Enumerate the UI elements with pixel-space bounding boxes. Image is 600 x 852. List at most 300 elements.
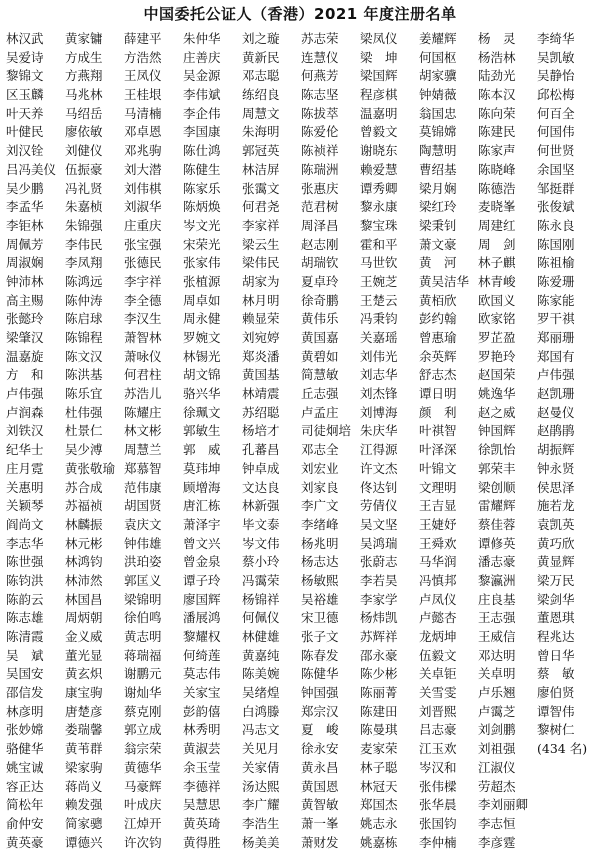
- notary-name: 何绮莲: [183, 647, 221, 663]
- notary-name: 蒋尚义: [65, 778, 103, 794]
- notary-name: 郭荣丰: [478, 460, 516, 476]
- notary-name: 简松年: [6, 797, 44, 813]
- notary-name: [537, 796, 596, 815]
- notary-name: 苏福祯: [65, 498, 103, 514]
- notary-name: 邓卓恩: [124, 124, 162, 140]
- notary-name: 谭德兴: [65, 834, 103, 850]
- name-row: [6, 422, 596, 441]
- notary-name: 莫锦嫦: [419, 124, 457, 140]
- notary-name: 关卓明: [478, 666, 516, 682]
- notary-name: 冯秉钧: [360, 311, 398, 327]
- notary-name: 曾日华: [537, 647, 575, 663]
- notary-name: 黄英琦: [183, 815, 221, 831]
- notary-name: 陈启球: [65, 311, 103, 327]
- notary-name: 钟伟雄: [124, 535, 162, 551]
- notary-name: 梁家驹: [65, 759, 103, 775]
- notary-name: 陈春发: [301, 647, 339, 663]
- notary-name: 何国伟: [537, 124, 575, 140]
- notary-name: 徐凯怡: [478, 442, 516, 458]
- notary-name: 吴少溥: [65, 442, 103, 458]
- notary-name: 谢灿华: [124, 685, 162, 701]
- notary-name: 林新强: [242, 498, 280, 514]
- notary-name: 许文杰: [360, 460, 398, 476]
- notary-name: 江焯开: [124, 815, 162, 831]
- notary-name: 雷耀辉: [478, 498, 516, 514]
- notary-name: 钟国强: [301, 685, 339, 701]
- notary-name: 黄永昌: [301, 759, 339, 775]
- notary-name: 毕文泰: [242, 516, 280, 532]
- notary-name-list: [6, 30, 596, 852]
- notary-name: 陈仕鸿: [183, 143, 221, 159]
- notary-name: 张华晨: [419, 797, 457, 813]
- notary-name: 李汉生: [124, 311, 162, 327]
- notary-name: 黎耀权: [183, 629, 221, 644]
- notary-name: 关惠明: [6, 479, 44, 495]
- notary-name: 吴国安: [6, 666, 44, 682]
- notary-name: 佟达钊: [360, 479, 398, 495]
- notary-name: 杜伟强: [65, 404, 103, 420]
- notary-name: 杨敏熙: [301, 572, 339, 588]
- notary-name: 吴少鹏: [6, 180, 44, 196]
- notary-name: 徐珮文: [183, 404, 221, 420]
- notary-name: 周永健: [183, 311, 221, 327]
- notary-name: 黄新民: [242, 49, 280, 65]
- notary-name: 马清楠: [124, 105, 162, 121]
- notary-name: 廖依敏: [65, 124, 103, 140]
- notary-name: 梁锦明: [124, 591, 162, 607]
- notary-name: 苏绍聪: [242, 404, 280, 420]
- notary-name: 刘之璇: [242, 31, 280, 46]
- notary-name: 胡文锦: [183, 367, 221, 383]
- notary-name: 罗婉文: [183, 330, 221, 345]
- notary-name: 朱仲华: [183, 31, 221, 46]
- notary-name: 陈家声: [478, 143, 516, 159]
- name-row: [6, 161, 596, 180]
- notary-name: 黄家镛: [65, 31, 103, 46]
- notary-name: 关嘉瑶: [360, 330, 398, 345]
- notary-name: 吕冯美仪: [6, 161, 57, 177]
- notary-name: 林子麒: [478, 255, 516, 271]
- notary-name: 梁云生: [242, 236, 280, 252]
- notary-name: 李孟华: [6, 199, 44, 215]
- notary-name: 苏志荣: [301, 31, 339, 46]
- notary-name: 唐楚彦: [65, 703, 103, 719]
- notary-name: 蔡佳蓉: [478, 516, 516, 532]
- notary-name: 陈乐宜: [65, 386, 103, 402]
- notary-name: 陈炳焕: [183, 199, 221, 215]
- notary-name: 翁宗荣: [124, 741, 162, 757]
- notary-name: 李国康: [183, 124, 221, 140]
- notary-name: 高主赐: [6, 292, 44, 308]
- notary-name: 伍毅文: [419, 647, 457, 663]
- notary-name: 夏卓玲: [301, 273, 339, 289]
- notary-name: 梁秉钊: [419, 217, 457, 233]
- notary-name: 纪华士: [6, 442, 44, 458]
- notary-name: 陈锦程: [65, 330, 103, 345]
- name-row: [6, 572, 596, 591]
- notary-name: 梁伟民: [242, 255, 280, 271]
- notary-name: 潘展鸿: [183, 610, 221, 626]
- notary-name: 刘晋熙: [419, 703, 457, 719]
- notary-name: 赵志刚: [301, 236, 339, 252]
- notary-name: 赖爱慧: [360, 161, 398, 177]
- notary-name: 陈家乐: [183, 180, 221, 196]
- notary-name: 姚逸华: [478, 386, 516, 402]
- notary-name: 吴文坚: [360, 516, 398, 532]
- notary-name: 欧国义: [478, 292, 516, 308]
- notary-name: 许次钧: [124, 834, 162, 850]
- name-row: [6, 404, 596, 423]
- notary-name: 丘志强: [301, 386, 339, 402]
- name-row: [6, 217, 596, 236]
- notary-name: 王楚云: [360, 292, 398, 308]
- notary-name: 袁庆文: [124, 516, 162, 532]
- notary-name: 杨培才: [242, 423, 280, 439]
- notary-name: 邱松梅: [537, 87, 575, 103]
- notary-name: 王威信: [478, 629, 516, 644]
- notary-name: 林靖震: [242, 386, 280, 402]
- notary-name: 林锡光: [183, 348, 221, 364]
- page-title: 中国委托公证人（香港）2021 年度注册名单: [143, 5, 457, 23]
- notary-name: 黄伟乐: [301, 311, 339, 327]
- notary-name: 梁创顺: [478, 479, 516, 495]
- notary-name: 陈志坚: [301, 87, 339, 103]
- notary-name: 黄巧欣: [537, 535, 575, 551]
- notary-name: 陈家能: [537, 292, 575, 308]
- notary-name: 曹绍基: [419, 161, 457, 177]
- notary-name: 刘铁汉: [6, 423, 44, 439]
- notary-name: 黄淑芸: [183, 741, 221, 757]
- name-row: [6, 273, 596, 292]
- notary-name: 卢懿杏: [419, 610, 457, 626]
- notary-name: 白鸿滕: [242, 703, 280, 719]
- notary-name: 黄德华: [124, 759, 162, 775]
- notary-name: 林国昌: [65, 591, 103, 607]
- notary-name: 方燕翔: [65, 68, 103, 84]
- notary-name: 林月明: [242, 292, 280, 308]
- notary-name: 何百全: [537, 105, 575, 121]
- notary-name: 陈德浩: [478, 180, 516, 196]
- notary-name: 郭 威: [183, 442, 221, 458]
- notary-name: 黄国恩: [301, 778, 339, 794]
- notary-name: 邓志全: [301, 442, 339, 458]
- notary-name: 吴 斌: [6, 647, 44, 663]
- notary-name: 翁国忠: [419, 105, 457, 121]
- notary-name: 叶健民: [6, 124, 44, 140]
- name-row: [6, 759, 596, 778]
- notary-name: 余国坚: [537, 161, 575, 177]
- notary-name: 岑汉和: [419, 759, 457, 775]
- notary-name: 吴静怡: [537, 68, 575, 84]
- notary-name: 卢凤仪: [419, 591, 457, 607]
- notary-name: 郑国杰: [360, 797, 398, 813]
- notary-name: 王婉芝: [360, 273, 398, 289]
- name-row: [6, 180, 596, 199]
- name-row: [6, 198, 596, 217]
- notary-name: 刘剑鹏: [478, 722, 516, 738]
- notary-name: 谢鹏元: [124, 666, 162, 682]
- notary-name: 朱庆华: [360, 423, 398, 439]
- notary-name: 刘家良: [301, 479, 339, 495]
- notary-name: 刘大潜: [124, 161, 162, 177]
- notary-name: 李绪峰: [301, 516, 339, 532]
- notary-name: 马豪辉: [124, 778, 162, 794]
- notary-name: 朱锦强: [65, 217, 103, 233]
- notary-name: 陈祖榆: [537, 255, 575, 271]
- notary-name: 张懿玲: [6, 311, 44, 327]
- notary-name: 刘宏业: [301, 460, 339, 476]
- notary-name: 陈洪基: [65, 367, 103, 383]
- notary-name: 杨炜凯: [360, 610, 398, 626]
- notary-name: 李彦霆: [478, 834, 516, 850]
- notary-name: 陈晓峰: [478, 161, 516, 177]
- notary-name: 梁肇汉: [6, 330, 44, 345]
- notary-name: 吴鸿瑞: [360, 535, 398, 551]
- notary-name: 刘淑华: [124, 199, 162, 215]
- name-row: [6, 516, 596, 535]
- notary-name: 程兆达: [537, 629, 575, 644]
- notary-name: 冯志文: [242, 722, 280, 738]
- notary-name: 邵信发: [6, 685, 44, 701]
- notary-name: 梁剑华: [537, 591, 575, 607]
- notary-name: 周泽昌: [301, 217, 339, 233]
- notary-name: 施若龙: [537, 498, 575, 514]
- notary-name: 胡国贤: [124, 498, 162, 514]
- notary-name: 赖发强: [65, 797, 103, 813]
- notary-name: 庄善庆: [183, 49, 221, 65]
- notary-name: 叶锦文: [419, 460, 457, 476]
- notary-name: 邓兆驹: [124, 143, 162, 159]
- notary-name: 江玉欢: [419, 741, 457, 757]
- notary-name: 刘博海: [360, 404, 398, 420]
- notary-name: 胡振辉: [537, 442, 575, 458]
- name-row: [6, 834, 596, 852]
- notary-name: 孔蕃昌: [242, 442, 280, 458]
- notary-name: 顾增海: [183, 479, 221, 495]
- notary-name: 吴慧思: [183, 797, 221, 813]
- notary-name: 黎锦文: [6, 68, 44, 84]
- notary-name: 钟婧薇: [419, 87, 457, 103]
- notary-name: 霍和平: [360, 236, 398, 252]
- notary-name: 区玉麟: [6, 87, 44, 103]
- notary-name: 张国钧: [419, 815, 457, 831]
- name-row: [6, 254, 596, 273]
- notary-name: 萧文豪: [419, 236, 457, 252]
- notary-name: 曾毅文: [360, 124, 398, 140]
- notary-name: 程彦棋: [360, 87, 398, 103]
- notary-name: 何世贤: [537, 143, 575, 159]
- notary-name: 杨浩林: [478, 49, 516, 65]
- notary-name: 罗芷盈: [478, 330, 516, 345]
- notary-name: 欧家铭: [478, 311, 516, 327]
- notary-name: 吴绪煌: [242, 685, 280, 701]
- notary-name: 江淑仪: [478, 759, 516, 775]
- notary-name: 周卓如: [183, 292, 221, 308]
- notary-name: 郭匡义: [124, 572, 162, 588]
- notary-name: 钟国辉: [478, 423, 516, 439]
- notary-name: 梁国辉: [360, 68, 398, 84]
- notary-name: 萧财发: [301, 834, 339, 850]
- notary-name: 吴裕雄: [301, 591, 339, 607]
- notary-name: 廖伯贤: [537, 685, 575, 701]
- notary-name: 李钜林: [6, 217, 44, 233]
- name-row: [6, 67, 596, 86]
- notary-name: 刘祖强: [478, 741, 516, 757]
- notary-name: 何燕芳: [301, 68, 339, 84]
- notary-name: 张惠庆: [301, 180, 339, 196]
- notary-name: 王吉显: [419, 498, 457, 514]
- notary-name: 黄得胜: [183, 834, 221, 850]
- notary-name: 廖国辉: [183, 591, 221, 607]
- notary-name: 蔡克刚: [124, 703, 162, 719]
- notary-name: 李若昊: [360, 572, 398, 588]
- name-row: [6, 778, 596, 797]
- name-row: [6, 591, 596, 610]
- notary-name: 洪珀姿: [124, 554, 162, 570]
- notary-name: 文达良: [242, 479, 280, 495]
- notary-name: 赵鹃鹃: [537, 423, 575, 439]
- notary-name: 李广文: [301, 498, 339, 514]
- notary-name: 关家宝: [183, 685, 221, 701]
- notary-name: 江得源: [360, 442, 398, 458]
- name-row: [6, 553, 596, 572]
- notary-name: 方浩然: [124, 49, 162, 65]
- notary-name: 陈祯祥: [301, 143, 339, 159]
- notary-name: 罗干祺: [537, 311, 575, 327]
- notary-name: 林健雄: [242, 629, 280, 644]
- notary-name: 郭冠英: [242, 143, 280, 159]
- name-row: [6, 86, 596, 105]
- notary-name: 黄吴洁华: [419, 273, 470, 289]
- notary-name: 陈瑞洲: [301, 161, 339, 177]
- notary-name: 黄栢欣: [419, 292, 457, 308]
- notary-name: 黄嘉纯: [242, 647, 280, 663]
- notary-name: 李志恒: [478, 815, 516, 831]
- notary-name: 杨 灵: [478, 31, 516, 46]
- notary-name: 黄智敏: [301, 797, 339, 813]
- notary-name: 陈爱珊: [537, 273, 575, 289]
- notary-name: 萧咏仪: [124, 348, 162, 364]
- notary-name: 林文彬: [124, 423, 162, 439]
- name-row: [6, 815, 596, 834]
- notary-name: 李刘丽卿: [478, 797, 529, 813]
- notary-name: 梁凤仪: [360, 31, 398, 46]
- notary-name: 余英辉: [419, 348, 457, 364]
- notary-name: 张俊斌: [537, 199, 575, 215]
- notary-name: 李广耀: [242, 797, 280, 813]
- name-row: [6, 142, 596, 161]
- notary-name: 吕志豪: [419, 722, 457, 738]
- notary-name: 黄国基: [242, 367, 280, 383]
- notary-name: 钟卓成: [242, 460, 280, 476]
- notary-name: 范君树: [301, 199, 339, 215]
- name-row: [6, 236, 596, 255]
- notary-name: 蔡小玲: [242, 554, 280, 570]
- notary-name: 钟永贤: [537, 460, 575, 476]
- notary-name: 卢霭芝: [478, 703, 516, 719]
- notary-name: 谭智伟: [537, 703, 575, 719]
- notary-name: 周慧兰: [124, 442, 162, 458]
- notary-name: 杨锦祥: [242, 591, 280, 607]
- notary-name: 陈少彬: [360, 666, 398, 682]
- name-row: [6, 665, 596, 684]
- notary-name: 郭敏生: [183, 423, 221, 439]
- notary-name: 梁万民: [537, 572, 575, 588]
- notary-name: 李家学: [360, 591, 398, 607]
- notary-name: 邓达明: [478, 647, 516, 663]
- notary-name: 马华润: [419, 554, 457, 570]
- notary-name: 卢润森: [6, 404, 44, 420]
- notary-name: 林沛然: [65, 572, 103, 588]
- notary-name: 简慧敏: [301, 367, 339, 383]
- notary-name: 康宝驹: [65, 685, 103, 701]
- notary-name: 杨兆明: [301, 535, 339, 551]
- notary-name: 邓志聪: [242, 68, 280, 84]
- notary-name: 胡家骥: [419, 68, 457, 84]
- notary-name: 张德民: [124, 255, 162, 271]
- name-row: [6, 703, 596, 722]
- notary-name: 梁月娴: [419, 180, 457, 196]
- notary-name: 关见月: [242, 741, 280, 757]
- notary-name: 张宝强: [124, 236, 162, 252]
- notary-name: 张子文: [301, 629, 339, 644]
- name-row: [6, 479, 596, 498]
- notary-name: 李宇祥: [124, 273, 162, 289]
- notary-name: 郑丽珊: [537, 330, 575, 345]
- notary-name: 郑慕智: [124, 460, 162, 476]
- notary-name: 麦晓峯: [478, 199, 516, 215]
- notary-name: 陈向荣: [478, 105, 516, 121]
- notary-name: 王志强: [478, 610, 516, 626]
- notary-name: 李全德: [124, 292, 162, 308]
- notary-name: 黄志明: [124, 629, 162, 644]
- notary-name: 舒志杰: [419, 367, 457, 383]
- notary-name: 颜 利: [419, 404, 457, 420]
- notary-name: 李仲楠: [419, 834, 457, 850]
- notary-name: 刘健仪: [65, 143, 103, 159]
- name-row: [6, 460, 596, 479]
- notary-name: 娄瑞馨: [65, 722, 103, 738]
- notary-name: 宋卫德: [301, 610, 339, 626]
- notary-name: 谭子玲: [183, 572, 221, 588]
- name-row: [6, 721, 596, 740]
- notary-name: 陈健生: [183, 161, 221, 177]
- name-row: [6, 329, 596, 348]
- notary-name: 张霭文: [242, 180, 280, 196]
- notary-name: 陈拔萃: [301, 105, 339, 121]
- name-row: [6, 647, 596, 666]
- notary-name: 陈国刚: [537, 236, 575, 252]
- notary-name: 黄英豪: [6, 834, 44, 850]
- notary-name: 周建红: [478, 217, 516, 233]
- notary-name: 赵凯珊: [537, 386, 575, 402]
- notary-name: 黄玄炽: [65, 666, 103, 682]
- notary-name: [537, 778, 596, 797]
- notary-name: 李伟斌: [183, 87, 221, 103]
- notary-name: 杜景仁: [65, 423, 103, 439]
- name-row: [6, 366, 596, 385]
- notary-name: 赵曼仪: [537, 404, 575, 420]
- notary-name: 周炳朝: [65, 610, 103, 626]
- notary-name: 蒋瑞福: [124, 647, 162, 663]
- notary-name: 宋荣光: [183, 236, 221, 252]
- notary-name: 袁凯英: [537, 516, 575, 532]
- notary-name: 陈韵云: [6, 591, 44, 607]
- notary-name: 萧泽宇: [183, 516, 221, 532]
- notary-name: 卢伟强: [6, 386, 44, 402]
- notary-name: 郑国有: [537, 348, 575, 364]
- notary-name: 曾文兴: [183, 535, 221, 551]
